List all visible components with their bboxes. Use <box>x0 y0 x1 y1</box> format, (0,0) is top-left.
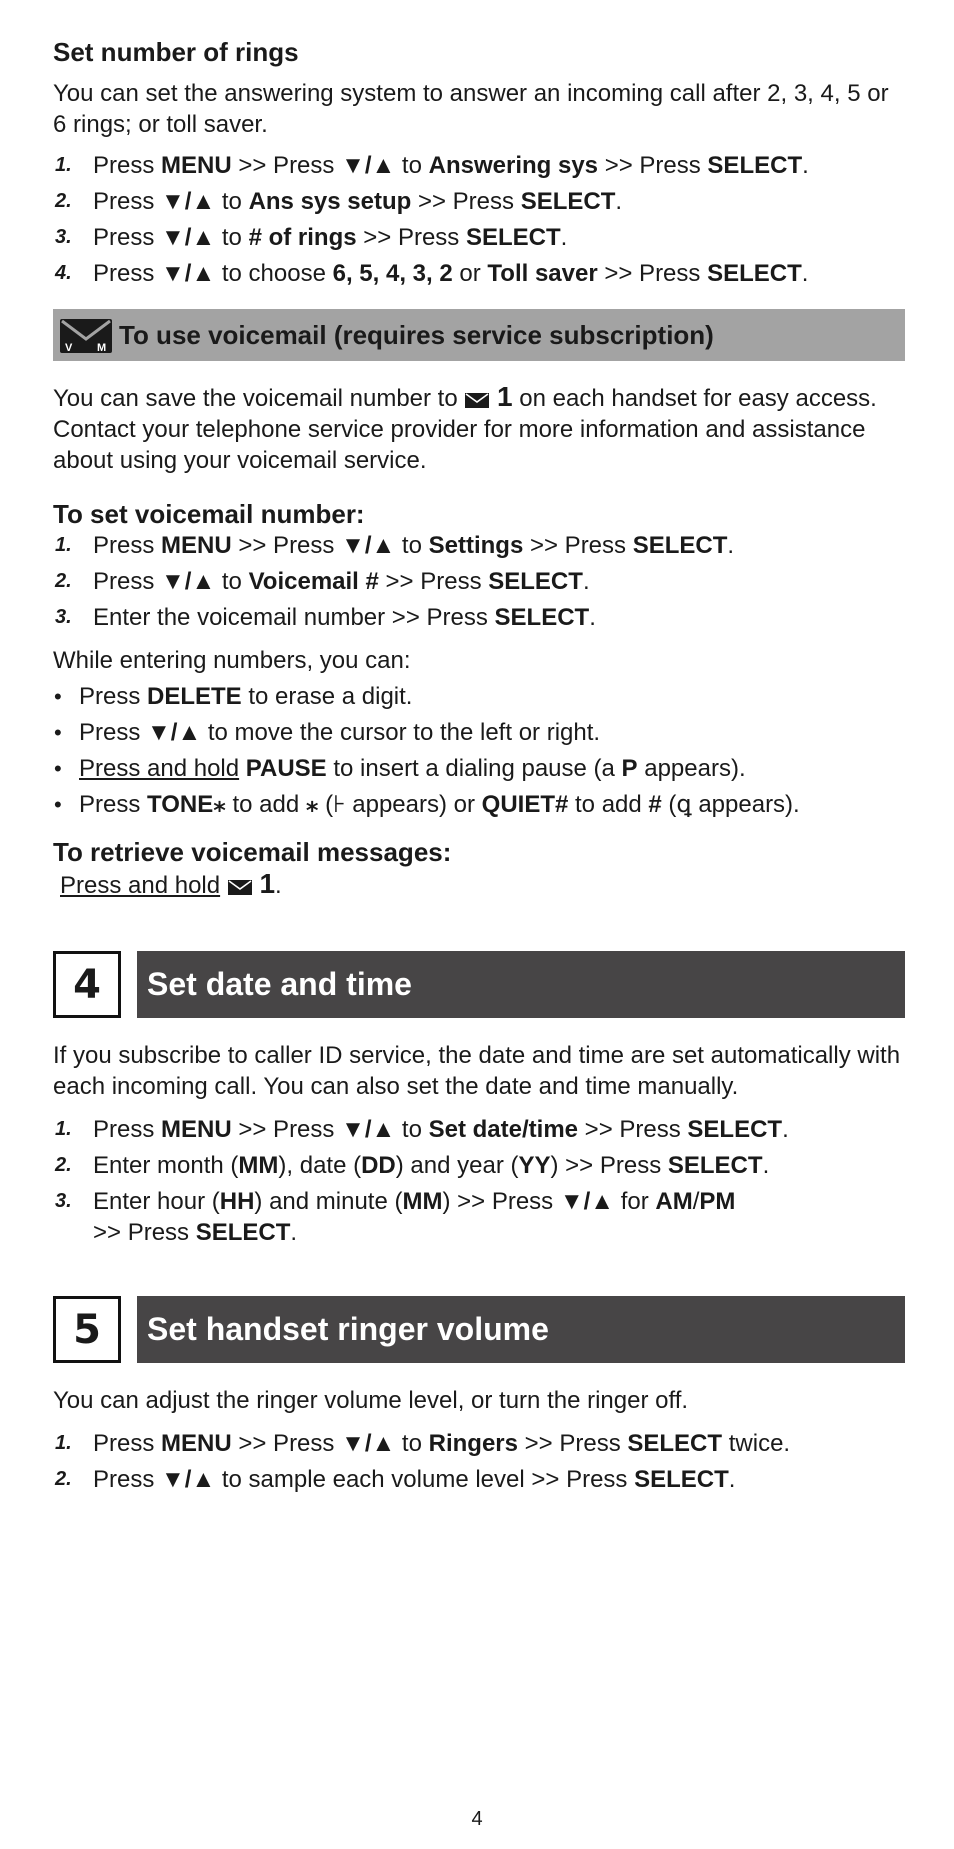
voicemail-key-icon <box>464 391 490 409</box>
tip-pause: • Press and hold PAUSE to insert a dialing pause (a P appears). <box>53 753 905 784</box>
voicemail-steps <box>53 530 905 633</box>
voicemail-step-3: 3. Enter the voicemail number >> Press SELECT. <box>55 604 596 631</box>
section-title: Set handset ringer volume <box>137 1296 905 1363</box>
voicemail-step-1: 1. Press MENU >> Press ▼/▲ to Settings >> Press SELECT. <box>55 532 735 559</box>
tip-delete: • Press DELETE to erase a digit. <box>53 681 905 712</box>
ringer-step-2: 2. Press ▼/▲ to sample each volume level >> Press SELECT. <box>55 1466 736 1493</box>
voicemail-envelope-icon <box>59 315 113 355</box>
rings-step-4: 4. Press ▼/▲ to choose 6, 5, 4, 3, 2 or Toll saver >> Press SELECT. <box>55 260 809 287</box>
page-number: 4 <box>471 1808 483 1830</box>
voicemail-step-2: 2. Press ▼/▲ to Voicemail # >> Press SELECT. <box>55 568 590 595</box>
section-number: 5 <box>53 1296 121 1363</box>
voicemail-band <box>53 309 905 361</box>
section-number: 4 <box>53 951 121 1018</box>
date-time-intro: If you subscribe to caller ID service, the date and time are set automatically with each incoming call. You can also set the date and time manually. <box>53 1042 901 1100</box>
ringer-step-1: 1. Press MENU >> Press ▼/▲ to Ringers >> Press SELECT twice. <box>55 1430 791 1457</box>
tip-tone-quiet: • Press TONE⁎ to add ⁎ (⊦ appears) or QUIET# to add # (ꝗ appears). <box>53 789 905 820</box>
svg-text:M: M <box>97 342 107 354</box>
section-5-header <box>53 1296 905 1363</box>
entering-tips <box>53 681 905 820</box>
voicemail-key-icon <box>227 878 253 896</box>
date-time-step-3: 3. Enter hour (HH) and minute (MM) >> Press ▼/▲ for AM/PM >> Press SELECT. <box>55 1188 736 1246</box>
rings-step-3: 3. Press ▼/▲ to # of rings >> Press SELECT. <box>55 224 568 251</box>
rings-steps <box>53 150 905 289</box>
tip-cursor: • Press ▼/▲ to move the cursor to the left or right. <box>53 717 905 748</box>
while-entering-text: While entering numbers, you can: <box>53 647 411 674</box>
section-4-header <box>53 951 905 1018</box>
date-time-steps <box>53 1114 905 1248</box>
ringer-steps <box>53 1428 905 1495</box>
svg-text:V: V <box>65 342 73 354</box>
rings-step-1: 1. Press MENU >> Press ▼/▲ to Answering sys >> Press SELECT. <box>55 152 809 179</box>
date-time-step-2: 2. Enter month (MM), date (DD) and year (YY) >> Press SELECT. <box>55 1152 770 1179</box>
rings-step-2: 2. Press ▼/▲ to Ans sys setup >> Press SELECT. <box>55 188 623 215</box>
retrieve-voicemail-title: To retrieve voicemail messages: <box>53 837 452 867</box>
manual-page <box>53 36 905 1500</box>
rings-title: Set number of rings <box>53 37 299 67</box>
set-voicemail-title: To set voicemail number: <box>53 499 365 529</box>
ringer-intro: You can adjust the ringer volume level, or turn the ringer off. <box>53 1387 689 1414</box>
section-title: Set date and time <box>137 951 905 1018</box>
rings-intro: You can set the answering system to answer an incoming call after 2, 3, 4, 5 or 6 rings; or toll saver. <box>53 80 889 138</box>
voicemail-band-title: To use voicemail (requires service subscription) <box>119 319 714 350</box>
date-time-step-1: 1. Press MENU >> Press ▼/▲ to Set date/time >> Press SELECT. <box>55 1116 789 1143</box>
voicemail-intro: You can save the voicemail number to 1 on each handset for easy access. Contact your telephone service provider for more information and assistance about using your voicemail service. <box>53 381 877 474</box>
retrieve-voicemail-text: Press and hold 1. <box>60 868 282 899</box>
